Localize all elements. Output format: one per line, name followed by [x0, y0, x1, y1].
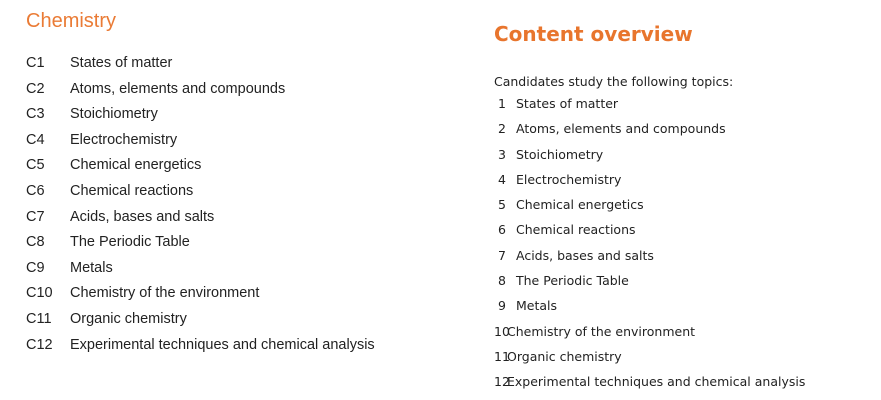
list-item [494, 195, 805, 220]
topic-number: 8 [498, 273, 506, 289]
topic-code: C12 [26, 336, 53, 353]
topic-number: 9 [498, 298, 506, 314]
list-item [494, 246, 805, 271]
list-item [494, 372, 805, 397]
list-item [494, 296, 805, 321]
topic-label: Organic chemistry [70, 310, 187, 327]
topic-label: Organic chemistry [507, 348, 622, 364]
list-item [494, 145, 805, 170]
list-item [494, 322, 805, 347]
topic-label: Chemistry of the environment [507, 323, 696, 339]
list-item [494, 271, 805, 296]
overview-topic-list [494, 94, 805, 398]
list-item [26, 309, 375, 335]
topic-code: C4 [26, 131, 45, 148]
list-item [26, 155, 375, 181]
topic-label: Acids, bases and salts [70, 208, 215, 225]
intro-text: Candidates study the following topics: [494, 74, 734, 89]
topic-label: Electrochemistry [70, 131, 178, 148]
topic-code: C11 [26, 310, 52, 327]
topic-code: C6 [26, 182, 45, 199]
topic-label: The Periodic Table [516, 273, 629, 289]
list-item [494, 94, 805, 119]
topic-number: 1 [498, 96, 506, 111]
list-item [26, 232, 375, 258]
topic-label: Chemical energetics [70, 157, 202, 174]
chemistry-heading: Chemistry [26, 10, 117, 32]
list-item [26, 335, 375, 361]
list-item [26, 283, 375, 309]
topic-number: 10 [494, 323, 510, 339]
list-item [26, 130, 375, 156]
topic-code: C1 [26, 55, 45, 71]
topic-label: Metals [70, 259, 113, 276]
topic-number: 4 [498, 171, 506, 187]
topic-code: C10 [26, 285, 53, 302]
chemistry-topic-list [26, 53, 375, 360]
topic-code: C3 [26, 106, 45, 123]
topic-label: Atoms, elements and compounds [516, 121, 726, 137]
list-item [494, 347, 805, 372]
list-item [26, 79, 375, 105]
topic-label: States of matter [70, 55, 173, 71]
topic-code: C5 [26, 157, 45, 174]
topic-label: Chemical reactions [516, 222, 636, 238]
topic-code: C7 [26, 208, 45, 225]
content-overview-heading: Content overview [494, 22, 693, 46]
topic-code: C8 [26, 234, 45, 251]
topic-label: Atoms, elements and compounds [70, 80, 286, 97]
topic-number: 6 [498, 222, 506, 238]
topic-code: C9 [26, 259, 45, 276]
topic-label: Chemical reactions [70, 182, 194, 199]
topic-number: 11 [494, 348, 510, 364]
list-item [494, 220, 805, 245]
topic-label: The Periodic Table [70, 234, 190, 251]
list-item [26, 104, 375, 130]
list-item [494, 170, 805, 195]
topic-label: Acids, bases and salts [516, 247, 654, 263]
topic-label: Chemistry of the environment [70, 285, 260, 302]
topic-number: 12 [494, 374, 510, 390]
topic-label: States of matter [516, 96, 619, 111]
topic-label: Experimental techniques and chemical analysis [507, 374, 806, 390]
topic-code: C2 [26, 80, 45, 97]
topic-label: Metals [516, 298, 558, 314]
list-item [26, 181, 375, 207]
topic-number: 5 [498, 197, 506, 213]
list-item [494, 119, 805, 144]
topic-label: Experimental techniques and chemical analysis [70, 336, 375, 353]
topic-number: 2 [498, 121, 506, 137]
topic-label: Stoichiometry [70, 106, 158, 123]
topic-label: Stoichiometry [516, 146, 604, 162]
list-item [26, 53, 375, 79]
topic-number: 3 [498, 146, 506, 162]
list-item [26, 207, 375, 233]
topic-label: Chemical energetics [516, 197, 644, 213]
topic-number: 7 [498, 247, 506, 263]
topic-label: Electrochemistry [516, 171, 622, 187]
list-item [26, 258, 375, 284]
